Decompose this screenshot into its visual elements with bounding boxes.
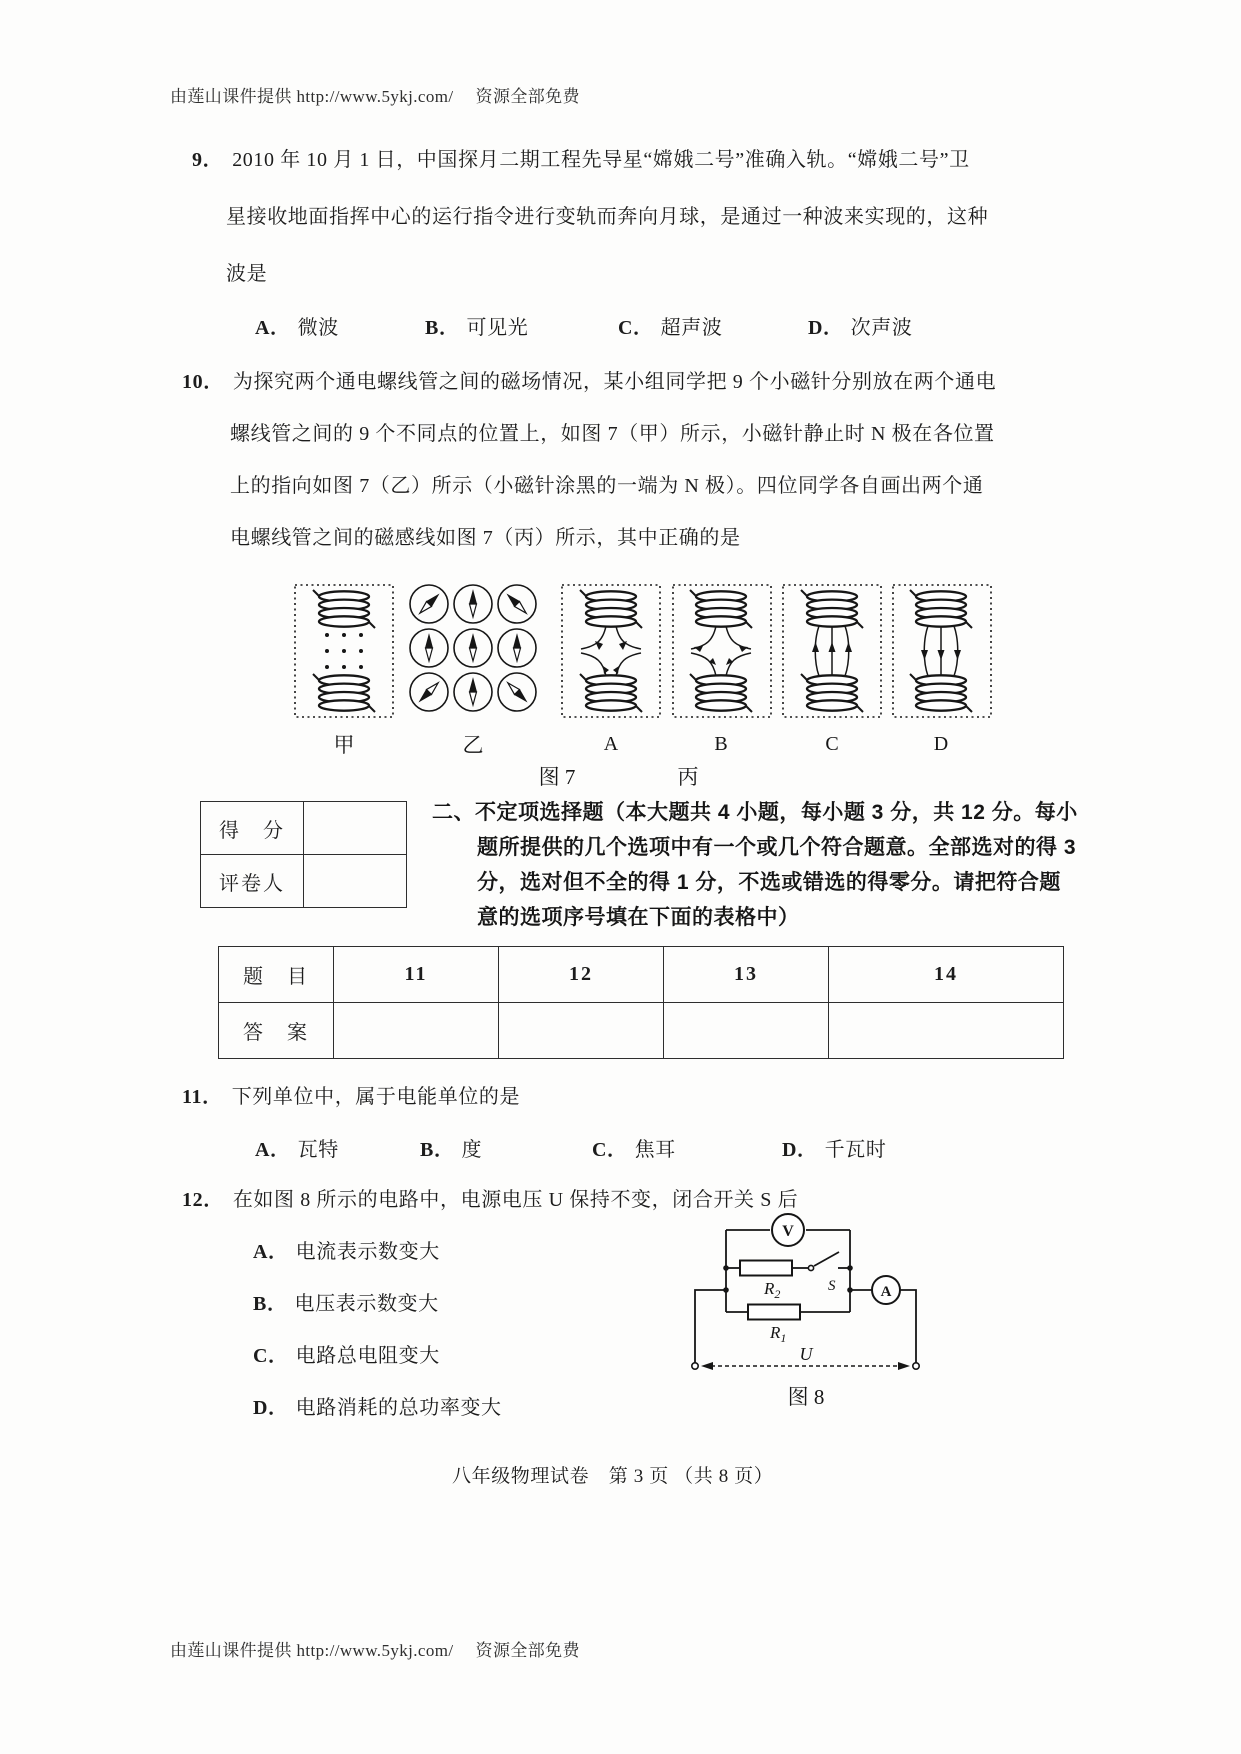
answer-cell-14 <box>829 1003 1064 1059</box>
q9-option-c: C． 超声波 <box>618 317 723 339</box>
q10-line-1: 10． 为探究两个通电螺线管之间的磁场情况，某小组同学把 9 个小磁针分别放在两个通电 <box>182 371 997 393</box>
u-label: U <box>799 1344 813 1364</box>
answer-table-header-row <box>219 947 1064 1003</box>
answer-table-title-label: 题 目 <box>219 947 334 1003</box>
answer-table-col-12: 12 <box>499 947 664 1003</box>
q10-line-3: 上的指向如图 7（乙）所示（小磁针涂黑的一端为 N 极）。四位同学各自画出两个通 <box>230 475 984 497</box>
fig7-label-b: B <box>714 733 728 755</box>
q12-option-c: C． 电路总电阻变大 <box>253 1345 440 1367</box>
answer-table-answer-label: 答 案 <box>219 1003 334 1059</box>
q12-option-b: B． 电压表示数变大 <box>253 1293 439 1315</box>
section2-line-1: 二、不定项选择题（本大题共 4 小题，每小题 3 分，共 12 分。每小 <box>432 801 1078 824</box>
r1-label: $R_1$ <box>770 1323 787 1345</box>
fig7-label-yi: 乙 <box>462 733 484 757</box>
fig8-caption: 图 8 <box>787 1385 825 1409</box>
grader-label: 评卷人 <box>201 855 304 908</box>
q10-line-4: 电螺线管之间的磁感线如图 7（丙）所示，其中正确的是 <box>230 527 741 549</box>
page-footer: 八年级物理试卷 第 3 页 （共 8 页） <box>452 1466 774 1487</box>
section2-line-2: 题所提供的几个选项中有一个或几个符合题意。全部选对的得 3 <box>477 836 1077 859</box>
answer-cell-13 <box>664 1003 829 1059</box>
figure-7 <box>255 578 1015 790</box>
q9-option-a: A． 微波 <box>255 317 339 339</box>
q9-option-b: B． 可见光 <box>425 317 529 339</box>
ammeter-icon <box>872 1276 900 1304</box>
q11-number: 11． <box>182 1086 223 1108</box>
switch-lever <box>814 1252 839 1266</box>
fig7-panel-c <box>783 585 881 717</box>
q12-line: 12． 在如图 8 所示的电路中，电源电压 U 保持不变，闭合开关 S 后 <box>182 1189 799 1211</box>
q12-number: 12． <box>182 1189 224 1211</box>
figure-8-circuit <box>658 1200 958 1425</box>
fig7-label-d: D <box>933 733 949 755</box>
section2-line-3: 分，选对但不全的得 1 分，不选或错选的得零分。请把符合题 <box>477 871 1061 894</box>
switch-pivot <box>808 1265 813 1270</box>
footer-watermark: 由莲山课件提供 http://www.5ykj.com/ 资源全部免费 <box>170 1641 580 1660</box>
fig7-panel-b <box>673 585 771 717</box>
q12-option-d: D． 电路消耗的总功率变大 <box>253 1397 502 1419</box>
grader-value-cell <box>304 855 407 908</box>
answer-table-col-14: 14 <box>829 947 1064 1003</box>
svg-text:V: V <box>782 1223 794 1240</box>
fig7-caption: 图 7 <box>538 765 576 789</box>
magnet-point-dots <box>325 633 363 669</box>
q12-option-a: A． 电流表示数变大 <box>253 1241 440 1263</box>
terminal-left <box>692 1363 698 1369</box>
voltmeter-icon <box>772 1214 804 1246</box>
q9-line-2: 星接收地面指挥中心的运行指令进行变轨而奔向月球，是通过一种波来实现的，这种 <box>226 206 989 228</box>
q9-line-3: 波是 <box>226 263 268 285</box>
answer-table-col-13: 13 <box>664 947 829 1003</box>
score-box <box>200 801 407 908</box>
q11-option-d: D． 千瓦时 <box>782 1139 887 1161</box>
answer-table-answer-row <box>219 1003 1064 1059</box>
q11-option-b: B． 度 <box>420 1139 483 1161</box>
resistor-r1 <box>748 1305 800 1320</box>
fig7-panel-jia <box>295 585 393 717</box>
header-watermark: 由莲山课件提供 http://www.5ykj.com/ 资源全部免费 <box>170 87 580 106</box>
fig7-group-label: 丙 <box>677 765 699 789</box>
answer-table-col-11: 11 <box>334 947 499 1003</box>
section2-line-4: 意的选项序号填在下面的表格中） <box>477 906 800 929</box>
r2-label: $R_2$ <box>764 1279 781 1301</box>
terminal-right <box>913 1363 919 1369</box>
q11-option-a: A． 瓦特 <box>255 1139 339 1161</box>
q10-line-2: 螺线管之间的 9 个不同点的位置上，如图 7（甲）所示，小磁针静止时 N 极在各位置 <box>230 423 995 445</box>
q9-option-d: D． 次声波 <box>808 317 913 339</box>
q11-option-c: C． 焦耳 <box>592 1139 676 1161</box>
svg-text:A: A <box>880 1284 892 1300</box>
fig7-label-c: C <box>825 733 839 755</box>
q9-number: 9． <box>192 149 224 171</box>
q10-number: 10． <box>182 371 224 393</box>
resistor-r2 <box>740 1261 792 1276</box>
score-value-cell <box>304 802 407 855</box>
answer-table <box>218 946 1064 1059</box>
fig7-label-a: A <box>603 733 619 755</box>
fig7-panel-a <box>562 585 660 717</box>
q11-line: 11． 下列单位中，属于电能单位的是 <box>182 1086 521 1108</box>
score-label: 得 分 <box>201 802 304 855</box>
answer-cell-12 <box>499 1003 664 1059</box>
fig7-label-jia: 甲 <box>333 733 355 757</box>
q9-line-1: 9． 2010 年 10 月 1 日，中国探月二期工程先导星“嫦娥二号”准确入轨。“嫦娥二号”卫 <box>192 149 970 171</box>
answer-cell-11 <box>334 1003 499 1059</box>
switch-label: S <box>828 1278 836 1294</box>
fig7-panel-d <box>893 585 991 717</box>
fig7-panel-yi <box>410 585 536 711</box>
